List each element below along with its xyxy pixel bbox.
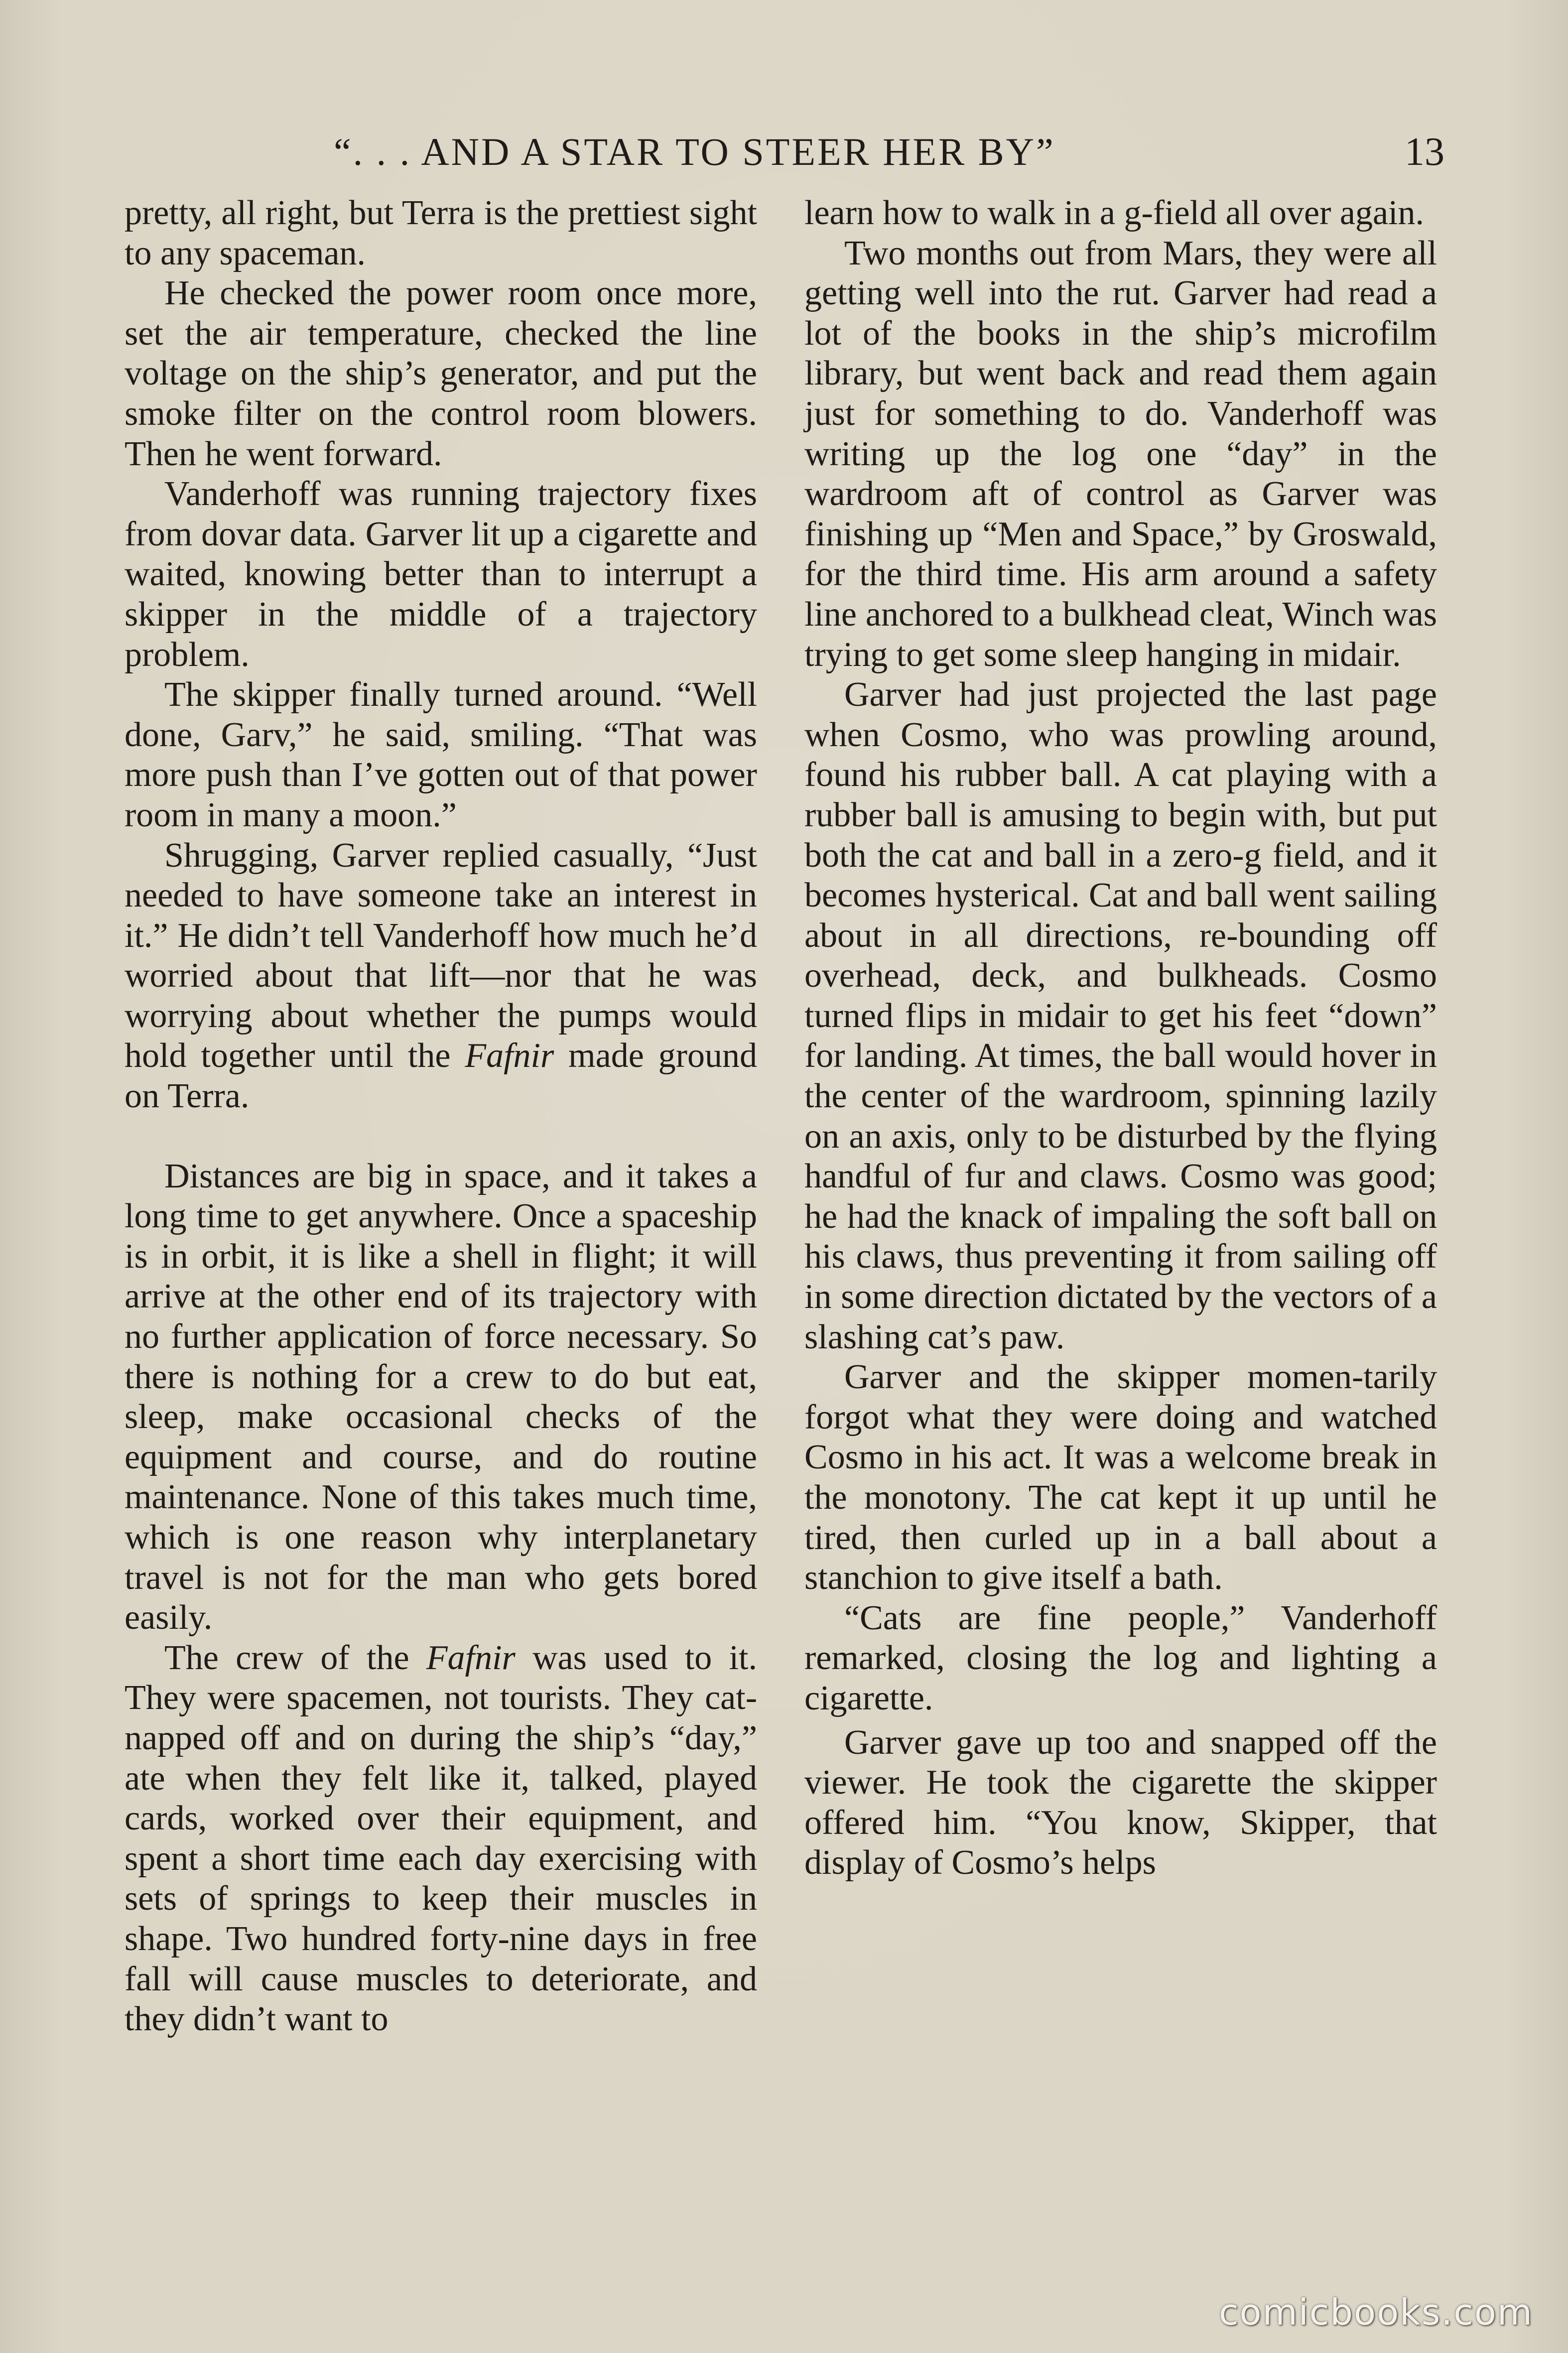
paragraph-text: The crew of the xyxy=(164,1638,426,1677)
ship-name: Fafnir xyxy=(465,1037,554,1075)
left-column xyxy=(125,193,757,2040)
ship-name: Fafnir xyxy=(426,1638,516,1677)
paragraph xyxy=(125,836,757,1117)
paragraph: Two months out from Mars, they were all getting well into the rut. Garver had read a lot of the books in the ship’s microfilm library, but went back and read them again just for something to do. Vanderhoff was writing up the log one “day” in the wardroom aft of control as Garver was finishing up “Men and Space,” by Groswald, for the third time. His arm around a safety line anchored to a bulkhead cleat, Winch was trying to get some sleep hanging in midair. xyxy=(804,234,1437,674)
running-title: “. . . AND A STAR TO STEER HER BY” xyxy=(334,130,1055,173)
paragraph: Vanderhoff was running trajectory fixes from dovar data. Garver lit up a cigarette and waited, knowing better than to interrupt a skipper in the middle of a trajectory problem. xyxy=(125,475,757,674)
paragraph: Distances are big in space, and it takes a long time to get anywhere. Once a spaceship is in orbit, it is like a shell in flight; it will arrive at the other end of its trajectory with no further application of force necessary. So there is nothing for a crew to do but eat, sleep, make occasional checks of the equipment and course, and do routine maintenance. None of this takes much time, which is one reason why interplanetary travel is not for the man who gets bored easily. xyxy=(125,1157,757,1637)
right-column xyxy=(804,193,1437,1883)
paragraph: The skipper finally turned around. “Well done, Garv,” he said, smiling. “That was more push than I’ve gotten out of that power room in many a moon.” xyxy=(125,675,757,834)
paragraph-text: was used to it. They were spacemen, not tourists. They cat-napped off and on during the ship’s “day,” ate when they felt like it, talked, played cards, worked over their equipment, and spent a short time each day exercising with sets of springs to keep their muscles in shape. Two hundred forty-nine days in free fall will cause muscles to deteriorate, and they didn’t want to xyxy=(125,1638,757,2039)
paragraph: Garver and the skipper momen-tarily forgot what they were doing and watched Cosmo in his act. It was a welcome break in the monotony. The cat kept it up until he tired, then curled up in a ball about a stanchion to give itself a bath. xyxy=(804,1358,1437,1597)
paragraph-text: made ground on Terra. xyxy=(125,1037,757,1116)
watermark: comicbooks.com xyxy=(1218,2291,1533,2333)
paragraph: learn how to walk in a g-field all over again. xyxy=(804,194,1425,232)
paragraph: Garver gave up too and snapped off the viewer. He took the cigarette the skipper offered him. “You know, Skipper, that display of Cosmo’s helps xyxy=(804,1723,1437,1882)
paragraph-text: Shrugging, Garver replied casually, “Just needed to have someone take an interest in it.” He didn’t tell Vanderhoff how much he’d worried about that lift—nor that he was worrying about whether the pumps would hold together until the xyxy=(125,836,757,1075)
paragraph: Garver had just projected the last page when Cosmo, who was prowling around, found his rubber ball. A cat playing with a rubber ball is amusing to begin with, but put both the cat and ball in a zero-g field, and it becomes hysterical. Cat and ball went sailing about in all directions, re-bounding off overhead, deck, and bulkheads. Cosmo turned flips in midair to get his feet “down” for landing. At times, the ball would hover in the center of the wardroom, spinning lazily on an axis, only to be disturbed by the flying handful of fur and claws. Cosmo was good; he had the knack of impaling the soft ball on his claws, thus preventing it from sailing off in some direction dictated by the vectors of a slashing cat’s paw. xyxy=(804,675,1437,1356)
page-number: 13 xyxy=(1405,130,1444,174)
paragraph: pretty, all right, but Terra is the prettiest sight to any spaceman. xyxy=(125,194,757,272)
paragraph: “Cats are fine people,” Vanderhoff remarked, closing the log and lighting a cigarette. xyxy=(804,1598,1437,1717)
paragraph: He checked the power room once more, set the air temperature, checked the line voltage on the ship’s generator, and put the smoke filter on the control room blowers. Then he went forward. xyxy=(125,274,757,473)
paragraph xyxy=(125,1638,757,2040)
running-head xyxy=(125,122,1444,182)
